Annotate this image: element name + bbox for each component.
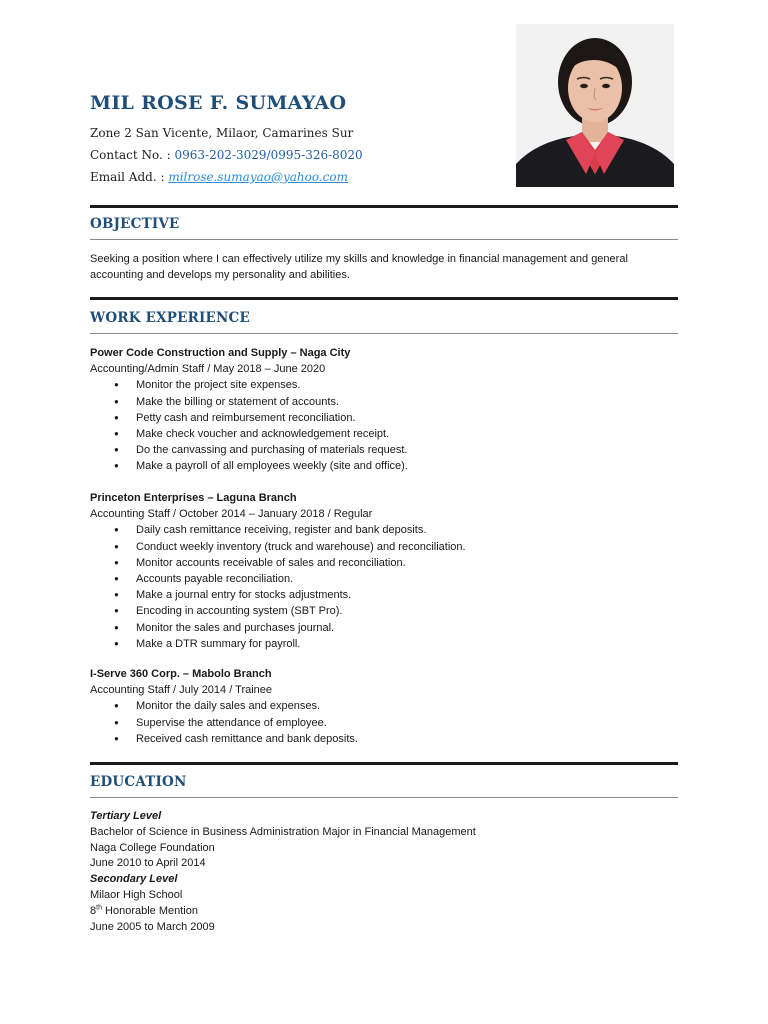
profile-photo	[516, 24, 674, 187]
list-item: ● Make a journal entry for stocks adjustments.	[90, 587, 678, 603]
honor-rank: 8	[90, 904, 97, 917]
objective-bottom-rule	[90, 239, 678, 240]
applicant-name: MIL ROSE F. SUMAYAO	[90, 92, 347, 114]
list-item: ● Monitor the project site expenses.	[90, 377, 678, 393]
job-company: Princeton Enterprises – Laguna Branch	[90, 492, 297, 504]
tertiary-school: Naga College Foundation	[90, 841, 215, 854]
email-link[interactable]: milrose.sumayao@yahoo.com	[168, 170, 349, 184]
education-top-rule	[90, 762, 678, 765]
list-item: ● Encoding in accounting system (SBT Pro).	[90, 603, 678, 619]
education-bottom-rule	[90, 797, 678, 798]
list-item: ● Supervise the attendance of employee.	[90, 715, 678, 731]
job-duties-list	[90, 698, 678, 747]
job-role: Accounting/Admin Staff / May 2018 – June 2020	[90, 363, 326, 376]
objective-top-rule	[90, 205, 678, 208]
list-item: ● Monitor the daily sales and expenses.	[90, 698, 678, 714]
email-line	[90, 170, 348, 184]
work-heading: WORK EXPERIENCE	[90, 310, 250, 326]
list-item: ● Daily cash remittance receiving, register and bank deposits.	[90, 522, 678, 538]
job-company: Power Code Construction and Supply – Naga City	[90, 347, 351, 359]
job-duties-list	[90, 522, 678, 652]
tertiary-degree: Bachelor of Science in Business Administration Major in Financial Management	[90, 825, 476, 838]
secondary-school: Milaor High School	[90, 888, 183, 901]
job-entry-iserve	[90, 666, 678, 747]
portrait-illustration	[516, 24, 674, 187]
contact-value: 0963-202-3029/0995-326-8020	[174, 148, 363, 162]
job-duties-list	[90, 377, 678, 474]
list-item: ● Conduct weekly inventory (truck and warehouse) and reconciliation.	[90, 539, 678, 555]
work-top-rule	[90, 297, 678, 300]
address-line: Zone 2 San Vicente, Milaor, Camarines Sur	[90, 126, 354, 140]
list-item: ● Accounts payable reconciliation.	[90, 571, 678, 587]
list-item: ● Monitor the sales and purchases journal.	[90, 620, 678, 636]
list-item: ● Petty cash and reimbursement reconciliation.	[90, 410, 678, 426]
list-item: ● Monitor accounts receivable of sales and reconciliation.	[90, 555, 678, 571]
education-details	[90, 809, 678, 935]
contact-line	[90, 148, 363, 162]
job-entry-princeton	[90, 490, 678, 652]
secondary-level-label: Secondary Level	[90, 873, 178, 886]
honor-rank-suffix: th	[96, 904, 102, 912]
objective-text: Seeking a position where I can effectively utilize my skills and knowledge in financial management and general accounting and develops my personality and abilities.	[90, 253, 628, 281]
list-item: ● Make a payroll of all employees weekly (site and office).	[90, 458, 678, 474]
job-entry-power-code	[90, 345, 678, 475]
list-item: ● Make check voucher and acknowledgement receipt.	[90, 426, 678, 442]
job-role: Accounting Staff / July 2014 / Trainee	[90, 684, 273, 697]
job-company: I-Serve 360 Corp. – Mabolo Branch	[90, 668, 272, 680]
contact-label: Contact No. :	[90, 148, 175, 162]
tertiary-dates: June 2010 to April 2014	[90, 857, 206, 870]
email-label: Email Add. :	[90, 170, 169, 184]
secondary-dates: June 2005 to March 2009	[90, 920, 215, 933]
education-heading: EDUCATION	[90, 774, 187, 790]
list-item: ● Make a DTR summary for payroll.	[90, 636, 678, 652]
job-role: Accounting Staff / October 2014 – January 2018 / Regular	[90, 508, 373, 521]
work-bottom-rule	[90, 333, 678, 334]
list-item: ● Received cash remittance and bank deposits.	[90, 731, 678, 747]
tertiary-level-label: Tertiary Level	[90, 810, 162, 822]
list-item: ● Do the canvassing and purchasing of materials request.	[90, 442, 678, 458]
objective-heading: OBJECTIVE	[90, 216, 180, 232]
honor-text: Honorable Mention	[101, 904, 198, 917]
secondary-honor	[90, 904, 678, 920]
list-item: ● Make the billing or statement of accounts.	[90, 394, 678, 410]
